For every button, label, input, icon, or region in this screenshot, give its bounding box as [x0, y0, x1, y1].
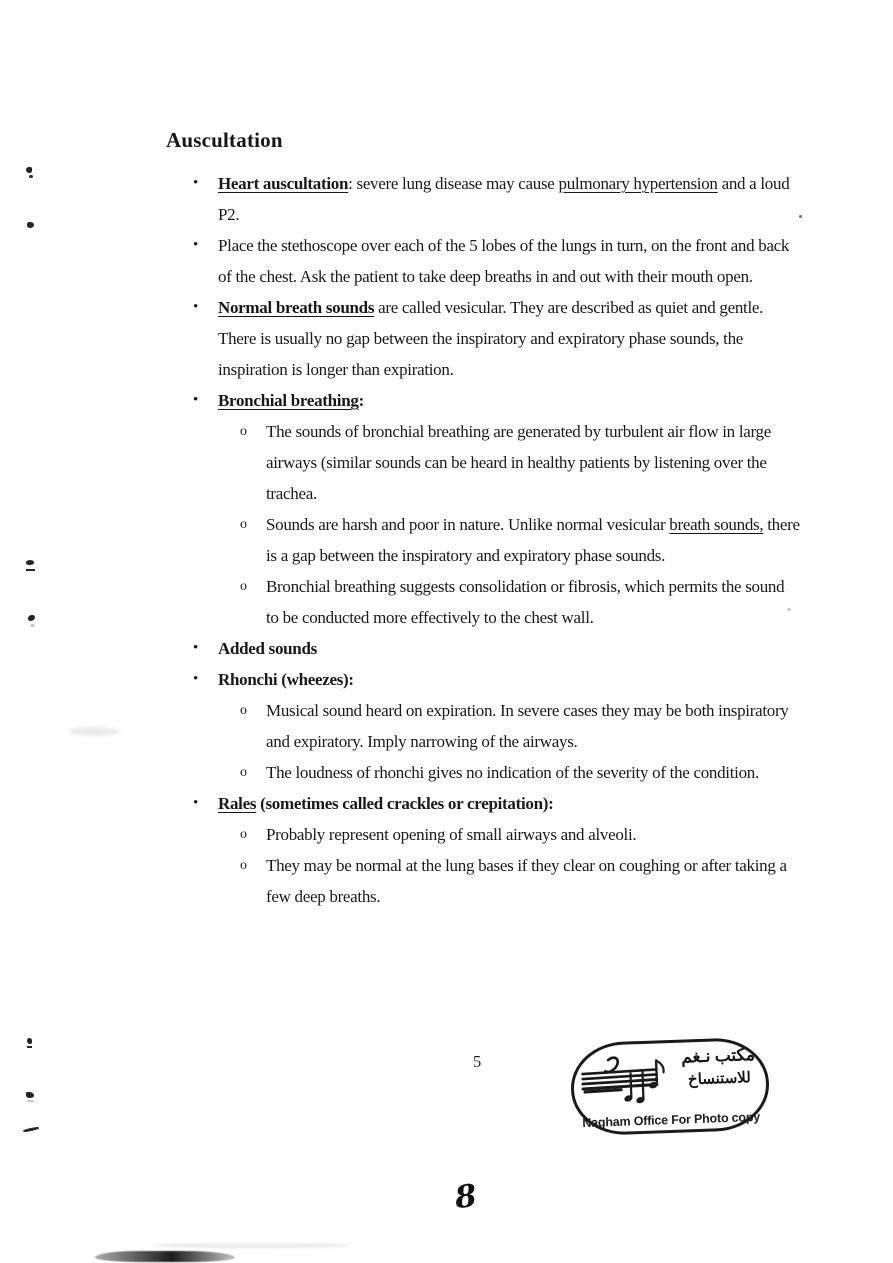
list-item-text: Normal breath sounds are called vesicular. They are described as quiet and gentle. There is usually no gap between the inspiratory and expiratory phase sounds, the inspiration is longer than expiration. [218, 298, 764, 379]
list-item [192, 385, 800, 416]
scan-speck [799, 215, 802, 218]
list-item-text: Place the stethoscope over each of the 5 lobes of the lungs in turn, on the front and back of the chest. Ask the patient to take deep breaths in and out with their mouth open. [218, 236, 790, 286]
bullet-icon: • [193, 299, 198, 315]
bullet-icon: • [193, 175, 198, 191]
list-item-text: They may be normal at the lung bases if they clear on coughing or after taking a few deep breaths. [266, 856, 787, 906]
scan-speck [27, 1046, 32, 1048]
list-subitem [192, 757, 800, 788]
circle-bullet-icon: o [240, 765, 247, 780]
scan-speck [26, 559, 35, 565]
music-notes-icon [578, 1052, 676, 1118]
bullet-icon: • [193, 795, 198, 811]
list-item-text: Musical sound heard on expiration. In severe cases they may be both inspiratory and expiratory. Imply narrowing of the airways. [266, 701, 789, 751]
scan-speck [26, 167, 32, 173]
bullet-list [192, 168, 800, 912]
scan-speck [27, 222, 34, 228]
list-item-text: The loudness of rhonchi gives no indication of the severity of the condition. [266, 763, 759, 782]
list-item-text: Sounds are harsh and poor in nature. Unlike normal vesicular breath sounds, there is a gap between the inspiratory and expiratory phase sounds. [266, 515, 800, 565]
list-item-text: Bronchial breathing suggests consolidation or fibrosis, which permits the sound to be conducted more effectively to the chest wall. [266, 577, 785, 627]
list-item-text: Rhonchi (wheezes): [218, 670, 354, 689]
list-item [192, 633, 800, 664]
list-item [192, 168, 800, 230]
scan-speck [28, 615, 35, 621]
stamp-arabic-subtitle: للاستنساخ [687, 1070, 752, 1089]
list-item-text: Rales (sometimes called crackles or crepitation): [218, 794, 554, 813]
list-subitem [192, 695, 800, 757]
list-subitem [192, 850, 800, 912]
list-item-text: Bronchial breathing: [218, 391, 364, 410]
circle-bullet-icon: o [240, 827, 247, 842]
list-item-text: Added sounds [218, 639, 317, 658]
scan-edge-smudge [95, 1251, 235, 1262]
list-item-text: The sounds of bronchial breathing are generated by turbulent air flow in large airways (similar sounds can be heard in healthy patients by listening over the trachea. [266, 422, 771, 503]
circle-bullet-icon: o [240, 517, 247, 532]
circle-bullet-icon: o [240, 858, 247, 873]
bullet-icon: • [193, 392, 198, 408]
stamp-arabic-name: مكتب نـغم [680, 1045, 756, 1067]
list-item [192, 788, 800, 819]
list-item [192, 230, 800, 292]
scan-speck [26, 1092, 34, 1098]
list-subitem [192, 509, 800, 571]
circle-bullet-icon: o [240, 703, 247, 718]
scan-speck [29, 175, 33, 178]
bullet-icon: • [193, 671, 198, 687]
list-item [192, 664, 800, 695]
stamp-english-text: Nagham Office For Photo copy [582, 1109, 761, 1131]
list-item [192, 292, 800, 385]
scan-speck [30, 624, 35, 627]
scan-speck [27, 1038, 32, 1044]
circle-bullet-icon: o [240, 424, 247, 439]
scan-smudge [150, 1243, 350, 1248]
scan-smudge [68, 727, 120, 736]
circle-bullet-icon: o [240, 579, 247, 594]
list-item-text: Probably represent opening of small airways and alveoli. [266, 825, 637, 844]
scan-speck [27, 1100, 34, 1102]
list-subitem [192, 416, 800, 509]
list-subitem [192, 819, 800, 850]
page-number: 5 [473, 1052, 482, 1071]
scan-speck [787, 608, 791, 611]
scan-speck [26, 569, 35, 571]
handwritten-page-number: 8 [452, 1177, 479, 1217]
bullet-icon: • [193, 237, 198, 253]
scan-speck [23, 1126, 39, 1132]
page-title: Auscultation [166, 128, 283, 153]
bullet-icon: • [193, 640, 198, 656]
list-item-text: Heart auscultation: severe lung disease may cause pulmonary hypertension and a loud P2. [218, 174, 790, 224]
photocopy-office-stamp [569, 1037, 770, 1137]
list-subitem [192, 571, 800, 633]
